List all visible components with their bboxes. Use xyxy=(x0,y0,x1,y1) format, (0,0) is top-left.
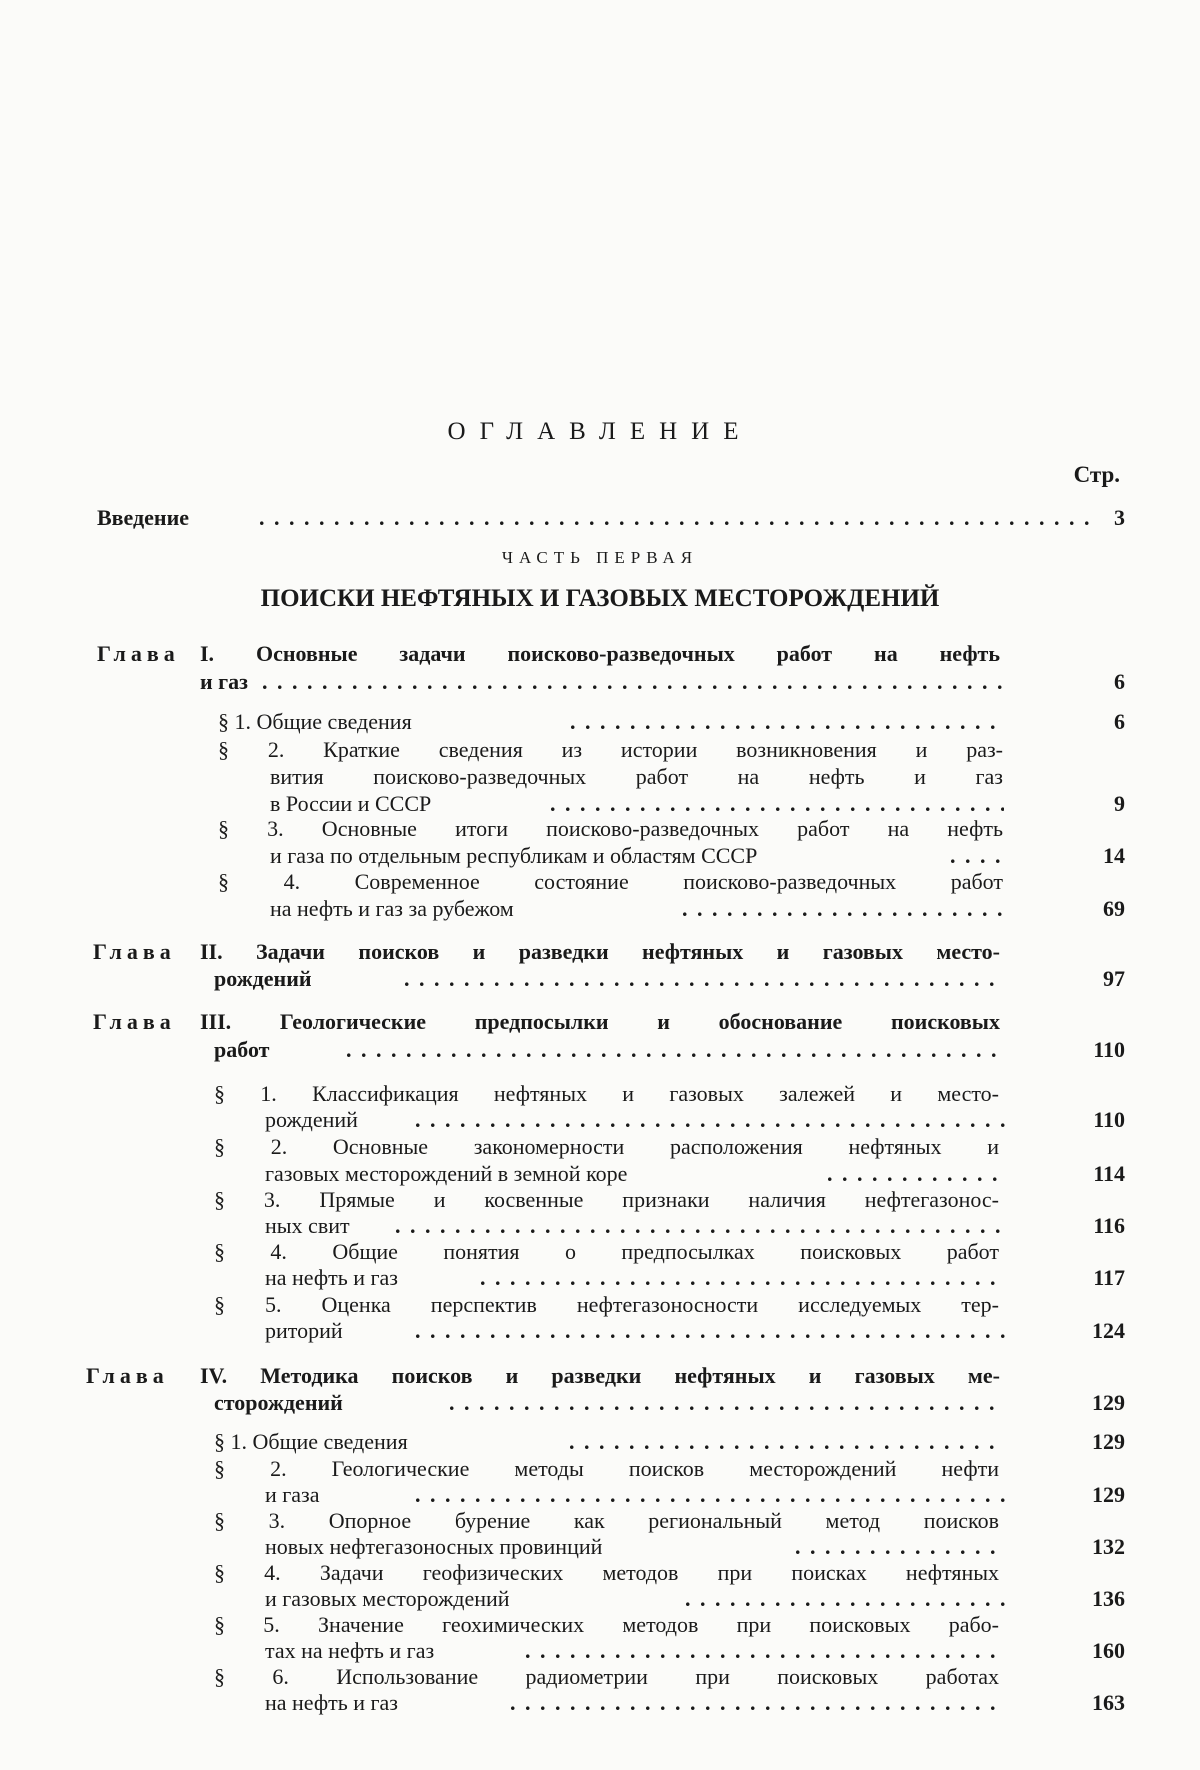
leader-dots xyxy=(569,1428,1004,1456)
section-3-5-cont: риторий . . . 124 xyxy=(265,1317,1125,1345)
entry-page: 97 xyxy=(1103,966,1125,991)
entry-page: 3 xyxy=(1114,505,1125,530)
section-4-6-cont: на нефть и газ . . . 163 xyxy=(265,1689,1125,1717)
entry-page: 9 xyxy=(1114,791,1125,816)
chapter-1-title: I. Основные задачи поисково-разведочных работ на нефть xyxy=(200,641,1000,666)
chapter-2-title-cont: рождений . . . 97 xyxy=(214,965,1125,993)
leader-dots xyxy=(570,708,1004,736)
leader-dots xyxy=(827,1160,1005,1188)
leader-dots xyxy=(346,1036,1004,1064)
toc-title: ОГЛАВЛЕНИЕ xyxy=(447,418,753,445)
entry-page: 6 xyxy=(1114,709,1125,734)
section-4-4-cont: и газовых месторождений . . . 136 xyxy=(265,1585,1125,1613)
section-4-5-cont: тах на нефть и газ . . . 160 xyxy=(265,1637,1125,1665)
section-3-1: § 1. Классификация нефтяных и газовых залежей и место- xyxy=(214,1081,999,1106)
part-title: ПОИСКИ НЕФТЯНЫХ И ГАЗОВЫХ МЕСТОРОЖДЕНИЙ xyxy=(260,585,940,612)
chapter-3-title-cont: работ . . . 110 xyxy=(214,1036,1125,1064)
section-1-2: § 2. Краткие сведения из истории возникновения и раз- xyxy=(218,737,1003,762)
entry-page: 136 xyxy=(1092,1586,1125,1611)
entry-page: 132 xyxy=(1092,1534,1125,1559)
entry-page: 6 xyxy=(1114,669,1125,694)
leader-dots xyxy=(510,1689,1005,1717)
chapter-1-title-cont: и газ . . . 6 xyxy=(200,668,1125,696)
section-1-2-cont2: в России и СССР . . . 9 xyxy=(270,790,1125,818)
entry-page: 110 xyxy=(1093,1107,1125,1132)
entry-page: 69 xyxy=(1103,896,1125,921)
entry-page: 117 xyxy=(1093,1265,1125,1290)
leader-dots xyxy=(550,790,1004,818)
leader-dots xyxy=(685,1585,1005,1613)
entry-page: 129 xyxy=(1092,1429,1125,1454)
chapter-prefix: Глава xyxy=(93,1009,176,1034)
leader-dots xyxy=(480,1264,1005,1292)
section-1-3-cont: и газа по отдельным республикам и областям СССР . . . 14 xyxy=(270,842,1125,870)
leader-dots xyxy=(415,1481,1005,1509)
entry-page: 14 xyxy=(1103,843,1125,868)
entry-page: 124 xyxy=(1092,1318,1125,1343)
section-4-3: § 3. Опорное бурение как региональный метод поисков xyxy=(214,1508,999,1533)
leader-dots xyxy=(950,842,1004,870)
section-1-1: § 1. Общие сведения . . . 6 xyxy=(218,708,1125,736)
section-1-3: § 3. Основные итоги поисково-разведочных работ на нефть xyxy=(218,816,1003,841)
entry-page: 116 xyxy=(1093,1213,1125,1238)
section-4-6: § 6. Использование радиометрии при поисковых работах xyxy=(214,1664,999,1689)
section-1-4: § 4. Современное состояние поисково-разведочных работ xyxy=(218,869,1003,894)
chapter-2-title: II. Задачи поисков и разведки нефтяных и газовых место- xyxy=(200,939,1000,964)
section-4-5: § 5. Значение геохимических методов при поисковых рабо- xyxy=(214,1612,999,1637)
section-1-2-cont: вития поисково-разведочных работ на нефть и газ xyxy=(270,764,1003,789)
entry-page: 129 xyxy=(1092,1390,1125,1415)
section-3-4-cont: на нефть и газ . . . 117 xyxy=(265,1264,1125,1292)
section-3-2-cont: газовых месторождений в земной коре . . . 114 xyxy=(265,1160,1125,1188)
leader-dots xyxy=(415,1106,1005,1134)
leader-dots xyxy=(395,1212,1005,1240)
toc-entry-intro xyxy=(97,504,1127,532)
section-3-3: § 3. Прямые и косвенные признаки наличия нефтегазонос- xyxy=(214,1187,999,1212)
entry-page: 129 xyxy=(1092,1482,1125,1507)
chapter-prefix: Глава xyxy=(86,1363,169,1388)
leader-dots xyxy=(415,1317,1005,1345)
entry-page: 160 xyxy=(1092,1638,1125,1663)
leader-dots xyxy=(525,1637,1005,1665)
entry-label: Введение xyxy=(97,505,190,530)
section-3-2: § 2. Основные закономерности расположения нефтяных и xyxy=(214,1134,999,1159)
leader-dots xyxy=(259,504,1094,532)
leader-dots xyxy=(795,1533,1005,1561)
section-3-4: § 4. Общие понятия о предпосылках поисковых работ xyxy=(214,1239,999,1264)
chapter-4-title: IV. Методика поисков и разведки нефтяных и газовых ме- xyxy=(200,1363,1000,1388)
section-4-2-cont: и газа . . . 129 xyxy=(265,1481,1125,1509)
part-label: ЧАСТЬ ПЕРВАЯ xyxy=(501,548,699,567)
leader-dots xyxy=(262,668,1004,696)
section-3-5: § 5. Оценка перспектив нефтегазоносности исследуемых тер- xyxy=(214,1292,999,1317)
leader-dots xyxy=(449,1389,1004,1417)
chapter-prefix: Глава xyxy=(93,939,176,964)
leader-dots xyxy=(404,965,1004,993)
section-4-1: § 1. Общие сведения . . . 129 xyxy=(214,1428,1125,1456)
chapter-prefix: Глава xyxy=(97,641,180,666)
section-4-2: § 2. Геологические методы поисков месторождений нефти xyxy=(214,1456,999,1481)
leader-dots xyxy=(682,895,1004,923)
section-4-3-cont: новых нефтегазоносных провинций . . . 132 xyxy=(265,1533,1125,1561)
section-4-4: § 4. Задачи геофизических методов при поисках нефтяных xyxy=(214,1560,999,1585)
entry-page: 110 xyxy=(1093,1037,1125,1062)
page-column-label: Стр. xyxy=(1073,462,1120,487)
section-3-1-cont: рождений . . . 110 xyxy=(265,1106,1125,1134)
section-3-3-cont: ных свит . . . 116 xyxy=(265,1212,1125,1240)
chapter-4-title-cont: сторождений . . . 129 xyxy=(214,1389,1125,1417)
chapter-3-title: III. Геологические предпосылки и обоснование поисковых xyxy=(200,1009,1000,1034)
entry-page: 114 xyxy=(1093,1161,1125,1186)
section-1-4-cont: на нефть и газ за рубежом . . . 69 xyxy=(270,895,1125,923)
entry-page: 163 xyxy=(1092,1690,1125,1715)
